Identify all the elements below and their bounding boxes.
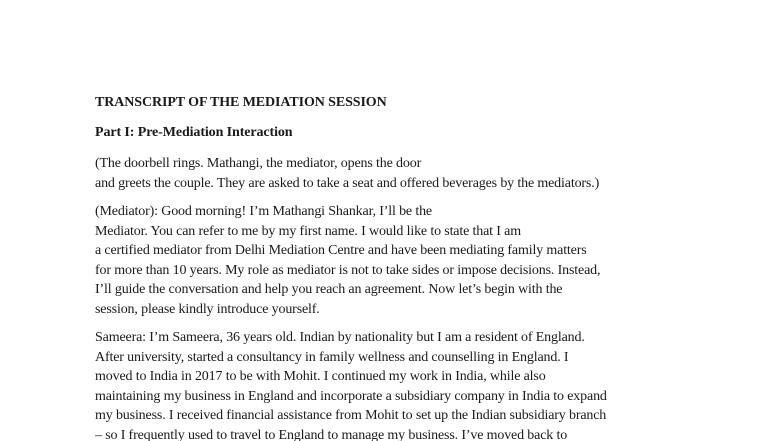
text-line: maintaining my business in England and incorporate a subsidiary company in India to expand [95, 388, 607, 404]
paragraph-stage-direction [95, 154, 775, 193]
paragraph-mediator [95, 202, 775, 319]
part-heading: Part I: Pre-Mediation Interaction [95, 125, 293, 140]
text-line: a certified mediator from Delhi Mediation Centre and have been mediating family matters [95, 243, 587, 258]
text-line: my business. I received financial assistance from Mohit to set up the Indian subsidiary branch [95, 408, 607, 423]
text-line: for more than 10 years. My role as mediator is not to take sides or impose decisions. Instead, [95, 262, 601, 278]
document-title: TRANSCRIPT OF THE MEDIATION SESSION [95, 95, 387, 110]
text-line: (The doorbell rings. Mathangi, the mediator, opens the door [95, 156, 422, 171]
text-line: Mediator. You can refer to me by my first name. I would like to state that I am [95, 223, 521, 239]
paragraph-sameera [95, 328, 775, 441]
text-line: – so I frequently used to travel to England to manage my business. I’ve moved back to [95, 427, 568, 441]
text-line: Sameera: I’m Sameera, 36 years old. Indian by nationality but I am a resident of England. [95, 330, 585, 345]
text-line: After university, started a consultancy in family wellness and counselling in England. I [95, 349, 569, 365]
text-line: (Mediator): Good morning! I’m Mathangi Shankar, I’ll be the [95, 204, 433, 219]
document-body [95, 94, 775, 441]
text-line: moved to India in 2017 to be with Mohit. I continued my work in India, while also [95, 369, 546, 384]
text-line: I’ll guide the conversation and help you reach an agreement. Now let’s begin with the [95, 282, 563, 297]
text-line: and greets the couple. They are asked to take a seat and offered beverages by the mediators.) [95, 175, 600, 191]
text-line: session, please kindly introduce yourself. [95, 301, 320, 317]
